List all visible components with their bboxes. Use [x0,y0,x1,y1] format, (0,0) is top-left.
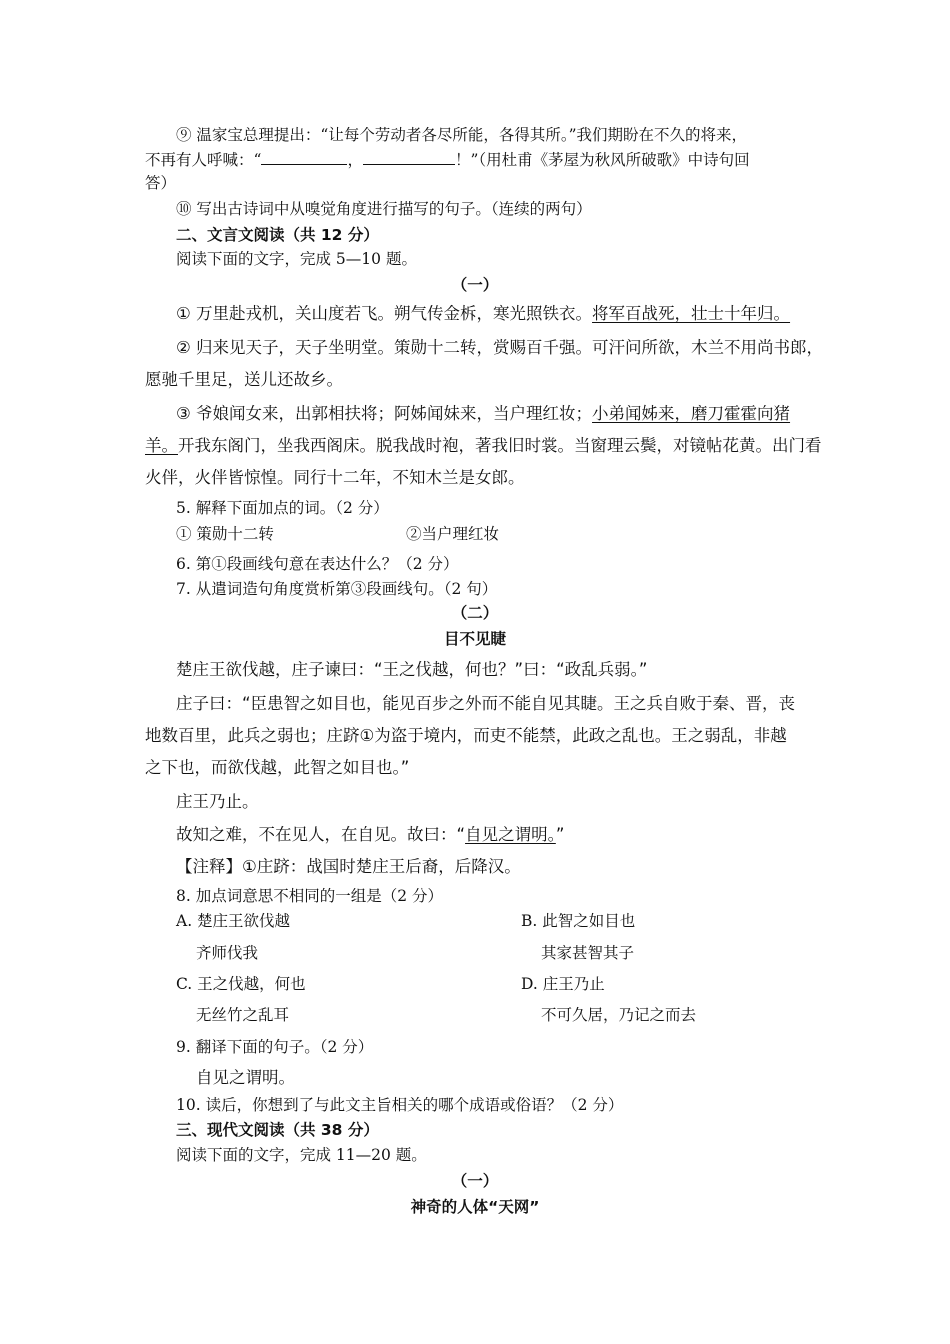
passage2-title: 目不见睫 [443,630,506,648]
option-b-line1: B. 此智之如目也 [521,912,636,930]
question-5-item-a: ① 策勋十二转 [176,525,274,543]
question-6: 6. 第①段画线句意在表达什么？（2 分） [176,555,459,573]
q9-line2-end: ！”（用杜甫《茅屋为秋风所破歌》中诗句回 [454,151,750,169]
part2-label: （二） [451,604,499,622]
passage2-para1: 楚庄王欲伐越，庄子谏曰：“王之伐越，何也？”曰：“政乱兵弱。” [176,660,648,679]
question-5: 5. 解释下面加点的词。（2 分） [176,499,389,517]
passage2-para2-line3: 之下也，而欲伐越，此智之如目也。” [145,758,410,777]
question-9-sentence: 自见之谓明。 [196,1068,295,1087]
section3-intro: 阅读下面的文字，完成 11—20 题。 [176,1146,427,1164]
q9-line1: ⑨ 温家宝总理提出：“让每个劳动者各尽所能，各得其所。”我们期盼在不久的将来， [176,126,748,144]
q9-line2-comma: ， [347,151,363,169]
q9-line2-start: 不再有人呼喊：“ [145,151,262,169]
passage2-para3: 庄王乃止。 [176,792,259,811]
q9-line2 [145,150,750,170]
section3-passage-title: 神奇的人体“天网” [410,1198,540,1216]
option-b-line2: 其家甚智其子 [541,944,635,962]
para3-underlined-2: 羊。 [145,436,178,455]
question-8: 8. 加点词意思不相同的一组是（2 分） [176,887,444,905]
section3-title: 三、现代文阅读（共 38 分） [176,1121,379,1139]
question-7: 7. 从遣词造句角度赏析第③段画线句。（2 句） [176,580,498,598]
section3-part1-label: （一） [451,1172,499,1190]
section2-intro: 阅读下面的文字，完成 5—10 题。 [176,250,417,268]
q10-text: ⑩ 写出古诗词中从嗅觉角度进行描写的句子。（连续的两句） [176,200,592,218]
passage2-para2-line2: 地数百里，此兵之弱也；庄跻①为盗于境内，而吏不能禁，此政之乱也。王之弱乱，非越 [145,726,787,745]
para1-text: ① 万里赴戎机，关山度若飞。朔气传金柝，寒光照铁衣。 [176,304,593,323]
part1-label: （一） [451,276,499,294]
passage2-para2-line1: 庄子曰：“臣患智之如目也，能见百步之外而不能自见其睫。王之兵自败于秦、晋，丧 [176,694,796,713]
section2-title: 二、文言文阅读（共 12 分） [176,226,379,244]
answer-blank-2[interactable] [363,150,455,165]
option-c-line1: C. 王之伐越，何也 [176,975,306,993]
answer-blank-1[interactable] [261,150,347,165]
option-c-line2: 无丝竹之乱耳 [196,1006,290,1024]
passage1-para3-line2 [145,436,822,456]
question-10: 10. 读后，你想到了与此文主旨相关的哪个成语或俗语？（2 分） [176,1096,624,1114]
question-5-item-b: ②当户理红妆 [406,525,500,543]
passage1-para2-line2: 愿驰千里足，送儿还故乡。 [145,370,343,389]
option-a-line2: 齐师伐我 [196,944,259,962]
passage1-para1 [176,304,790,324]
option-d-line2: 不可久居，乃记之而去 [541,1006,697,1024]
passage1-para2-line1: ② 归来见天子，天子坐明堂。策勋十二转，赏赐百千强。可汗问所欲，木兰不用尚书郎， [176,338,824,357]
passage1-para3-line1 [176,404,790,424]
para3-underlined-1: 小弟闻姊来，磨刀霍霍向猪 [592,404,791,423]
para4-text: 故知之难，不在见人，在自见。故曰：“ [176,825,466,844]
q9-line3: 答） [145,174,177,192]
para3-text-2: 开我东阁门，坐我西阁床。脱我战时袍，著我旧时裳。当窗理云鬓，对镜帖花黄。出门看 [178,436,822,455]
para3-text: ③ 爷娘闻女来，出郭相扶将；阿姊闻妹来，当户理红妆； [176,404,593,423]
passage2-note: 【注释】①庄跻：战国时楚庄王后裔，后降汉。 [176,857,521,876]
para1-underlined: 将军百战死，壮士十年归。 [592,304,791,323]
option-d-line1: D. 庄王乃止 [521,975,605,993]
question-9: 9. 翻译下面的句子。（2 分） [176,1038,374,1056]
para4-close-quote: ” [555,825,565,844]
option-a-line1: A. 楚庄王欲伐越 [176,912,291,930]
passage1-para3-line3: 火伴，火伴皆惊惶。同行十二年，不知木兰是女郎。 [145,468,525,487]
passage2-para4 [176,825,564,845]
para4-underlined: 自见之谓明。 [465,825,556,844]
